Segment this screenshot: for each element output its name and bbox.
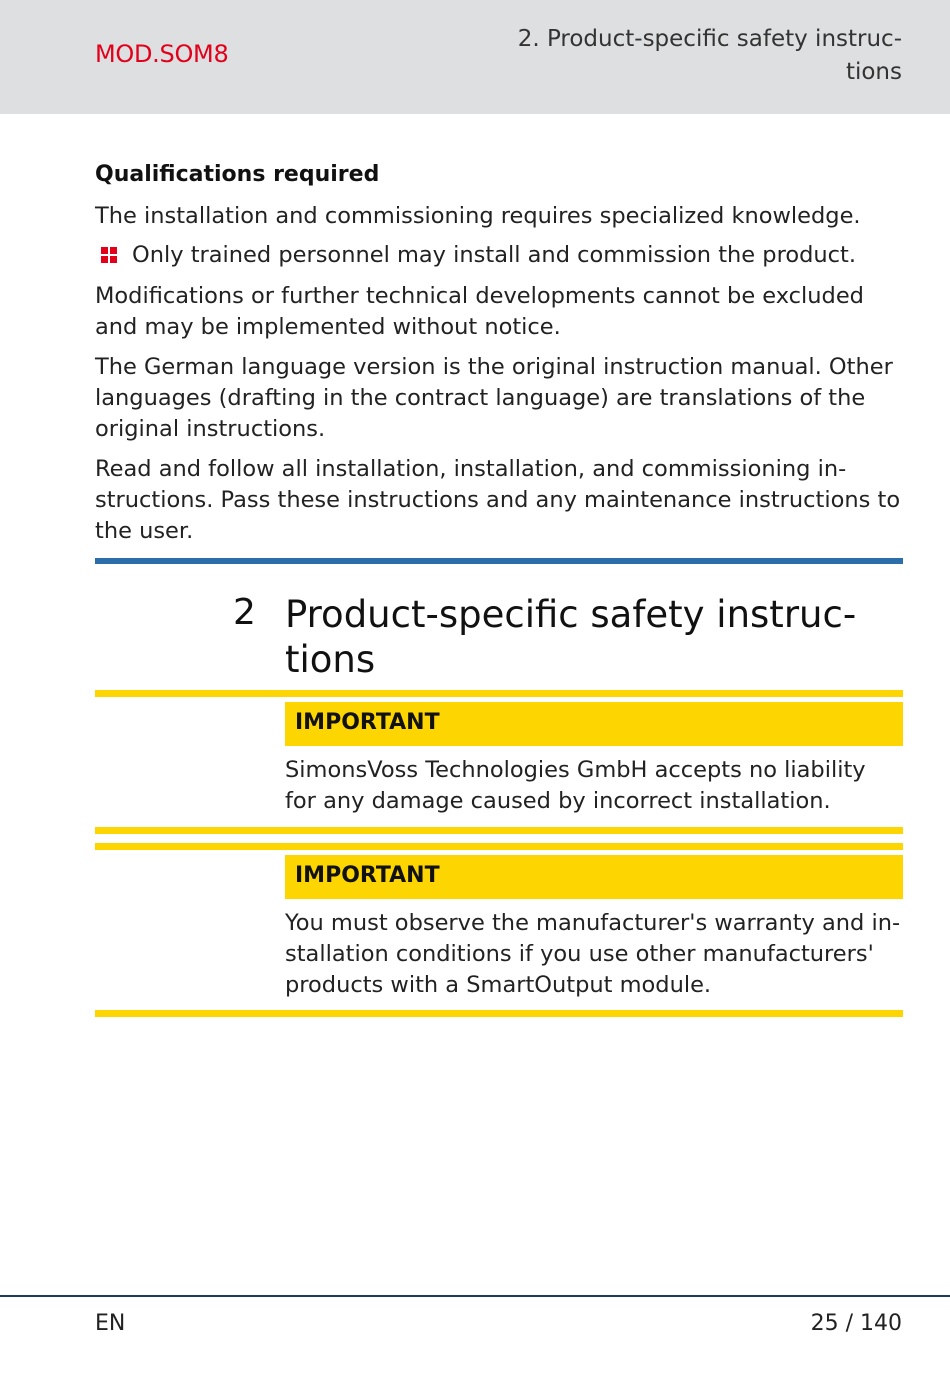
- qualifications-heading: Qualifications required: [95, 162, 380, 187]
- chapter-number: 2: [233, 592, 256, 633]
- notice-bottom-rule: [95, 1010, 903, 1017]
- notice-label-bar: [285, 702, 903, 746]
- chapter-title-line1: Product-specific safety instruc-: [285, 593, 857, 636]
- notice-text: You must observe the manufacturer's warranty and installation conditions if you use other manufacturers' products with a SmartOutput module.: [285, 910, 901, 998]
- chapter-divider: [95, 558, 903, 564]
- product-code: MOD.SOM8: [95, 40, 229, 68]
- bullet-squares-icon: [101, 247, 118, 264]
- follow-instructions-paragraph: Read and follow all installation, installation, and commissioning instructions. Pass these instructions and any maintenance instructions to the user.: [95, 456, 901, 544]
- qualifications-intro: The installation and commissioning requires specialized knowledge.: [95, 203, 861, 229]
- notice-label-bar: [285, 855, 903, 899]
- notice-label: IMPORTANT: [295, 710, 440, 735]
- chapter-title: [285, 592, 905, 682]
- notice-top-rule: [95, 690, 903, 697]
- notice-label: IMPORTANT: [295, 863, 440, 888]
- running-section-title-line1: 2. Product-specific safety instruc-: [517, 26, 902, 52]
- footer-language: EN: [95, 1311, 126, 1336]
- qualifications-bullet: Only trained personnel may install and commission the product.: [132, 242, 856, 268]
- modifications-paragraph: Modifications or further technical developments cannot be excluded and may be implemented without notice.: [95, 283, 864, 340]
- notice-bottom-rule: [95, 827, 903, 834]
- chapter-title-line2: tions: [285, 638, 376, 681]
- page-number: 25 / 140: [810, 1311, 902, 1336]
- footer-rule: [0, 1295, 950, 1297]
- notice-top-rule: [95, 843, 903, 850]
- language-paragraph: The German language version is the original instruction manual. Other languages (drafting in the contract language) are translations of the original instructions.: [95, 354, 893, 442]
- running-section-title: [482, 23, 902, 89]
- page-header: [0, 0, 950, 114]
- running-section-title-line2: tions: [845, 59, 902, 85]
- notice-text: SimonsVoss Technologies GmbH accepts no liability for any damage caused by incorrect installation.: [285, 757, 866, 814]
